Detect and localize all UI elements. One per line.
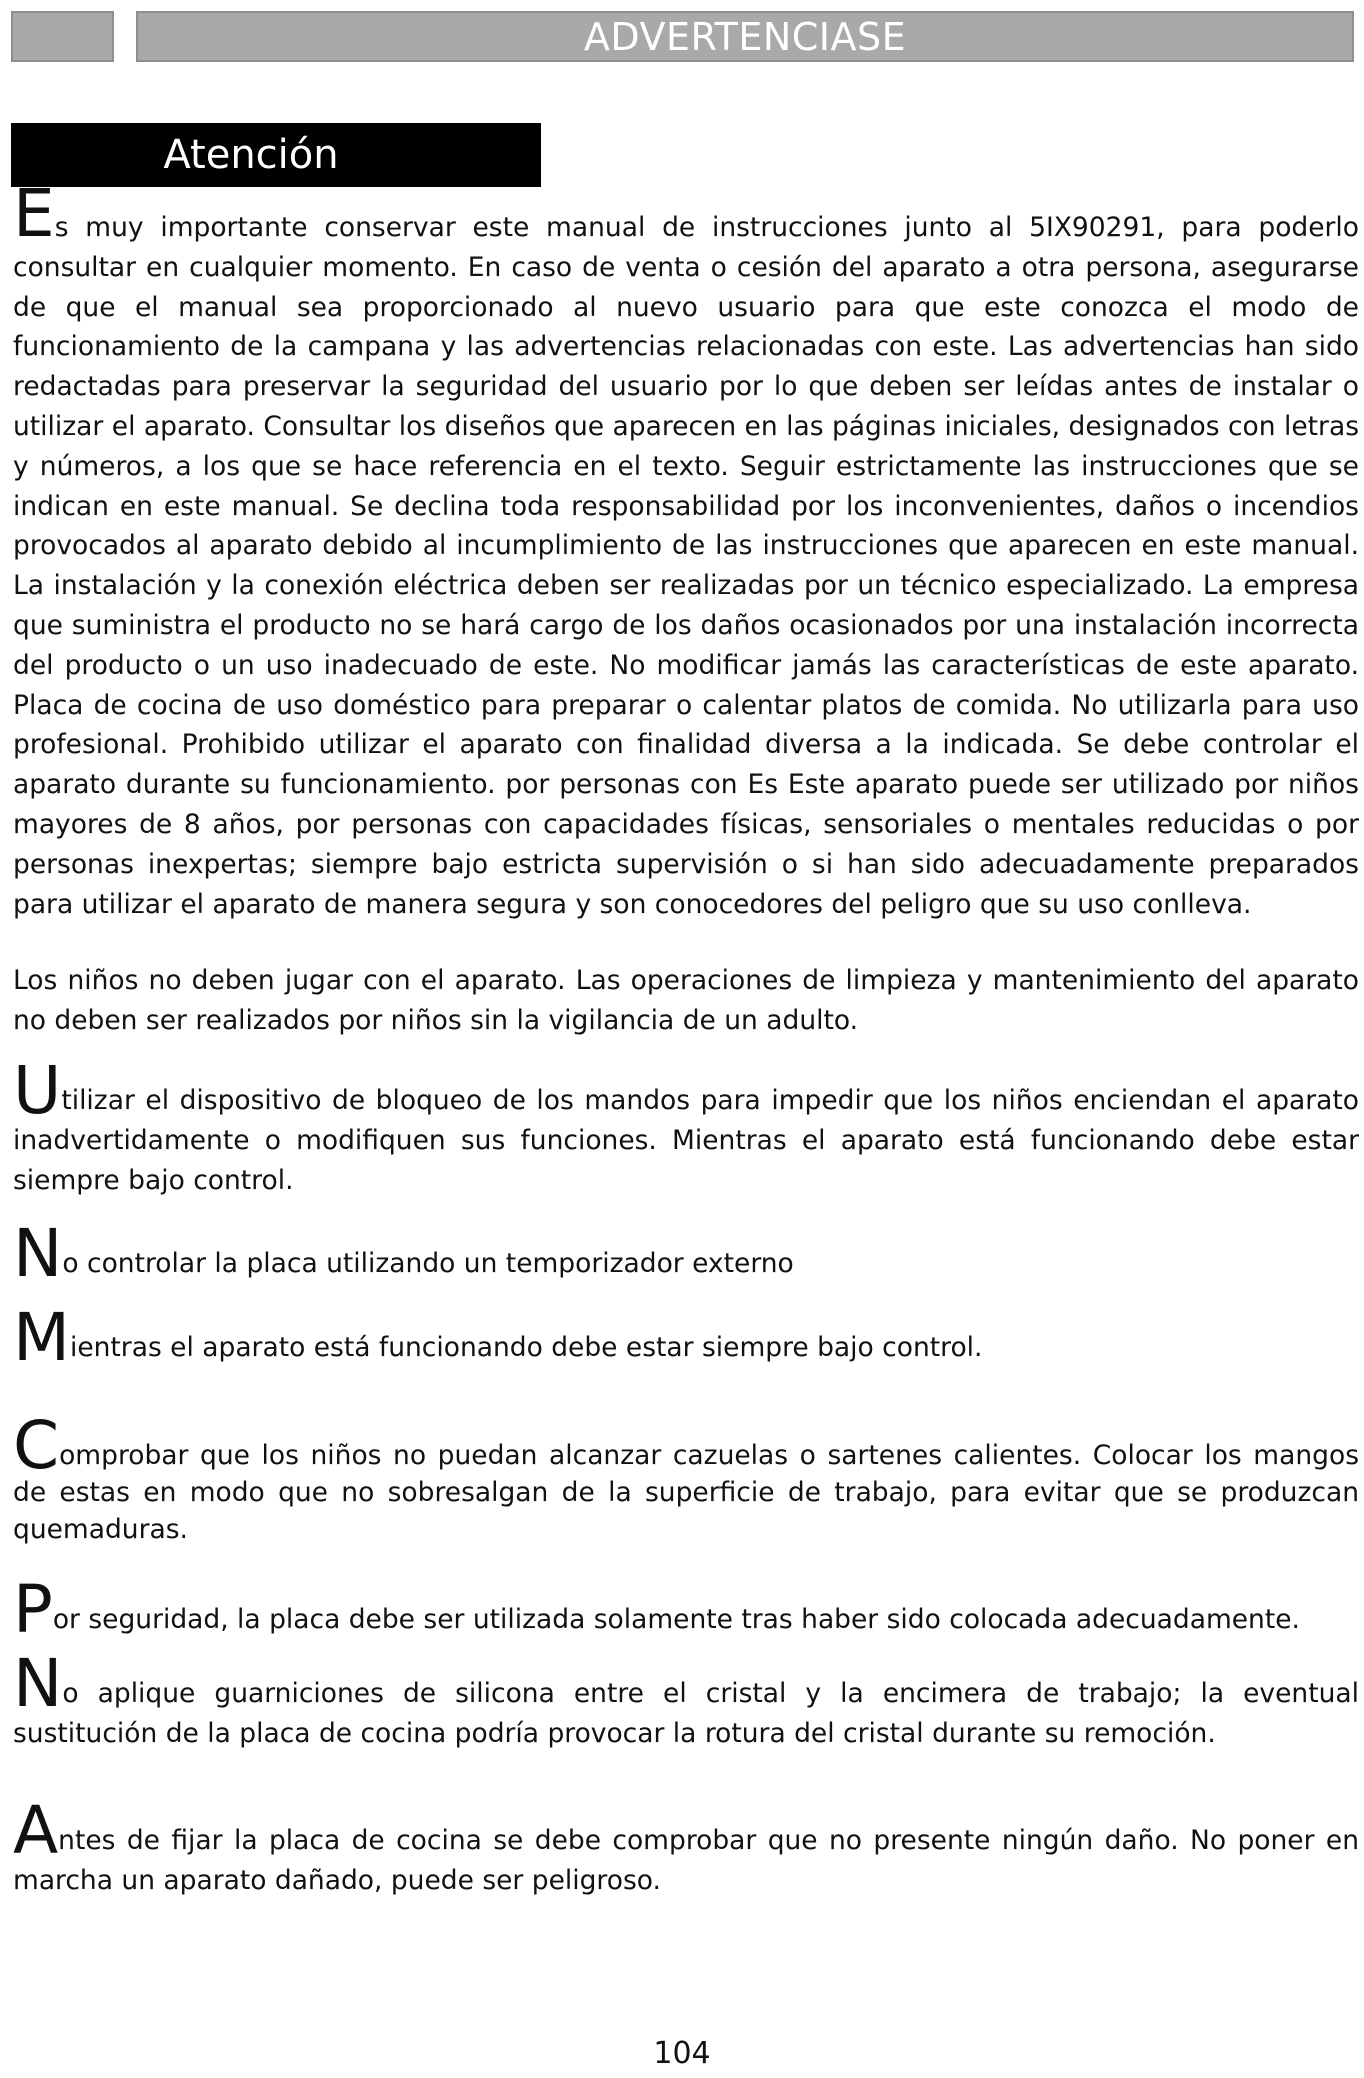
drop-cap: C (13, 1406, 60, 1484)
section-heading: Atención (163, 132, 339, 178)
paragraph-text: ientras el aparato está funcionando debe estar siempre bajo control. (69, 1332, 983, 1364)
warnings-body (13, 175, 1359, 1901)
drop-cap: E (13, 175, 55, 252)
paragraph-text: Los niños no deben jugar con el aparato. Las operaciones de limpieza y mantenimiento del aparato no deben ser realizados por niños sin la vigilancia de un adulto. (13, 965, 1359, 1037)
section-heading-box (11, 123, 541, 187)
paragraph-damage (13, 1792, 1359, 1901)
paragraph-timer (13, 1215, 1359, 1293)
paragraph-text: omprobar que los niños no puedan alcanzar cazuelas o sartenes calientes. Colocar los mangos de estas en modo que no sobresalgan de la superficie de trabajo, para evitar que se produzcan quemaduras. (13, 1439, 1359, 1545)
drop-cap: N (13, 1644, 63, 1722)
drop-cap: A (13, 1792, 59, 1870)
drop-cap: P (13, 1570, 53, 1648)
paragraph-pans (13, 1406, 1359, 1548)
paragraph-children (13, 961, 1359, 1041)
header-bar (136, 11, 1354, 62)
paragraph-text: o controlar la placa utilizando un temporizador externo (62, 1248, 794, 1280)
header-decoration-block (11, 11, 114, 62)
paragraph-installation (13, 1570, 1359, 1648)
drop-cap: M (13, 1299, 70, 1377)
paragraph-text: o aplique guarniciones de silicona entre el cristal y la encimera de trabajo; la eventual sustitución de la placa de cocina podría provocar la rotura del cristal durante su remoción. (13, 1677, 1359, 1749)
paragraph-text: tilizar el dispositivo de bloqueo de los mandos para impedir que los niños enciendan el aparato inadvertidamente o modifiquen sus funciones. Mientras el aparato está funcionando debe estar siempre bajo control. (13, 1084, 1359, 1196)
page-title: ADVERTENCIASE (583, 15, 907, 59)
paragraph-intro (13, 175, 1359, 924)
paragraph-text: s muy importante conservar este manual de instrucciones junto al 5IX90291, para poderlo consultar en cualquier momento. En caso de venta o cesión del aparato a otra persona, asegurarse de que el manual sea proporcionado al nuevo usuario para que este conozca el modo de funcionamiento de la campana y las advertencias relacionadas con este. Las advertencias han sido redactadas para preservar la seguridad del usuario por lo que deben ser leídas antes de instalar o utilizar el aparato. Consultar los diseños que aparecen en las páginas iniciales, designados con letras y números, a los que se hace referencia en el texto. Seguir estrictamente las instrucciones que se indican en este manual. Se declina toda responsabilidad por los inconvenientes, daños o incendios provocados al aparato debido al incumplimiento de las instrucciones que aparecen en este manual. La instalación y la conexión eléctrica deben ser realizadas por un técnico especializado. La empresa que suministra el producto no se hará cargo de los daños ocasionados por una instalación incorrecta del producto o un uso inadecuado de este. No modificar jamás las características de este aparato. Placa de cocina de uso doméstico para preparar o calentar platos de comida. No utilizarla para uso profesional. Prohibido utilizar el aparato con finalidad diversa a la indicada. Se debe controlar el aparato durante su funcionamiento. por personas con Es Este aparato puede ser utilizado por niños mayores de 8 años, por personas con capacidades físicas, sensoriales o mentales reducidas o por personas inexpertas; siempre bajo estricta supervisión o si han sido adecuadamente preparados para utilizar el aparato de manera segura y son conocedores del peligro que su uso conlleva. (13, 212, 1359, 920)
paragraph-silicone (13, 1644, 1359, 1754)
paragraph-supervision (13, 1299, 1359, 1377)
paragraph-lock-device (13, 1051, 1359, 1200)
paragraph-text: ntes de fijar la placa de cocina se debe comprobar que no presente ningún daño. No poner en marcha un aparato dañado, puede ser peligroso. (13, 1825, 1359, 1897)
drop-cap: N (13, 1215, 63, 1293)
paragraph-text: or seguridad, la placa debe ser utilizada solamente tras haber sido colocada adecuadamente. (52, 1603, 1300, 1635)
drop-cap: U (13, 1051, 62, 1129)
page-number: 104 (653, 2036, 711, 2071)
